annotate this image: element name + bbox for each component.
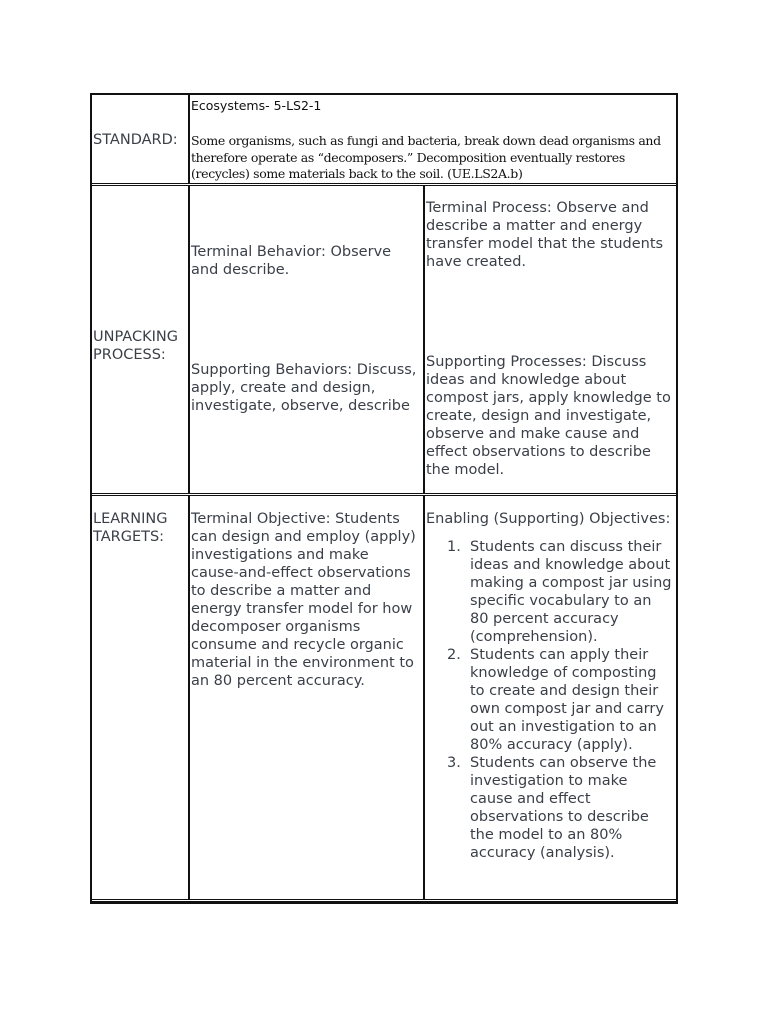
learning-targets-row — [92, 496, 676, 902]
list-item-text: Students can apply their knowledge of composting to create and design their own compost jar and carry out an investigation to an 80% accuracy (apply). — [470, 647, 664, 753]
supporting-processes: Supporting Processes: Discuss ideas and knowledge about compost jars, apply knowledge to create, design and investigate, observe and make cause and effect observations to describe the model. — [426, 354, 671, 478]
standard-label — [92, 95, 190, 183]
learning-targets-label — [92, 496, 190, 899]
terminal-behavior: Terminal Behavior: Observe and describe. — [191, 244, 392, 278]
terminal-objective-cell — [190, 496, 425, 899]
standard-text: Some organisms, such as fungi and bacteria, break down dead organisms and therefore operate as “decomposers.” Decomposition eventually restores (recycles) some materials back to the soil. (UE.LS2A.b) — [191, 133, 661, 181]
standard-content — [190, 95, 676, 183]
standard-row — [92, 95, 676, 186]
list-item-text: Students can discuss their ideas and knowledge about making a compost jar using specific vocabulary to an 80 percent accuracy (comprehension). — [470, 539, 672, 645]
supporting-behaviors: Supporting Behaviors: Discuss, apply, create and design, investigate, observe, describe — [191, 362, 417, 414]
behaviors-cell — [190, 186, 425, 493]
list-item-number: 2. — [447, 647, 461, 663]
enabling-objectives-list — [426, 538, 674, 862]
standard-label-text: STANDARD: — [93, 131, 178, 148]
processes-cell — [425, 186, 676, 493]
list-item-text: Students can observe the investigation to make cause and effect observations to describe the model to an 80% accuracy (analysis). — [470, 755, 657, 861]
enabling-objectives-cell — [425, 496, 676, 899]
enabling-heading: Enabling (Supporting) Objectives: — [426, 511, 671, 527]
list-item-number: 1. — [447, 539, 461, 555]
unpacking-label-text: UNPACKING PROCESS: — [93, 328, 178, 363]
list-item-number: 3. — [447, 755, 461, 771]
list-item — [447, 754, 674, 862]
unpacking-row — [92, 186, 676, 496]
standard-code: Ecosystems- 5-LS2-1 — [191, 98, 322, 113]
learning-targets-label-text: LEARNING TARGETS: — [93, 511, 168, 545]
list-item — [447, 538, 674, 646]
terminal-process: Terminal Process: Observe and describe a matter and energy transfer model that the students have created. — [426, 200, 664, 270]
list-item — [447, 646, 674, 754]
terminal-objective: Terminal Objective: Students can design and employ (apply) investigations and make cause-and-effect observations to describe a matter and energy transfer model for how decomposer organisms consume and recycle organic material in the environment to an 80 percent accuracy. — [191, 511, 416, 689]
lesson-plan-table — [90, 93, 678, 904]
unpacking-label — [92, 186, 190, 493]
